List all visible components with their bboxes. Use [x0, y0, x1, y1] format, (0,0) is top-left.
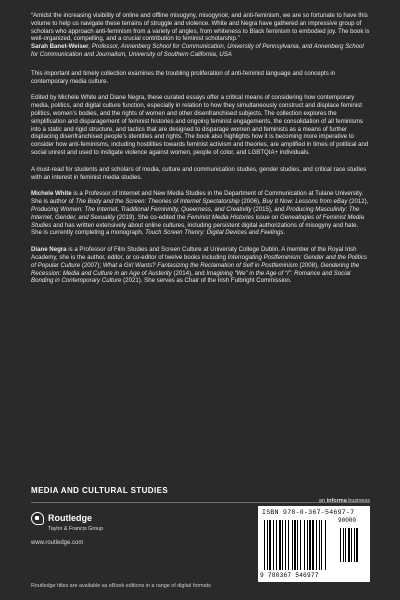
routledge-logo-icon — [31, 512, 44, 525]
price-addon-number: 90000 — [338, 517, 357, 524]
addon-bar — [343, 528, 344, 562]
bio-text: (2006), — [239, 198, 263, 206]
bio-text: (2008), — [297, 261, 321, 269]
barcode-bar — [312, 520, 314, 570]
publisher-logo — [31, 512, 151, 548]
bio-text: issue on — [253, 213, 280, 221]
quote-affiliation: , Professor, Annenberg School for Communication, University of Pennsylvania, and Annenberg School for Communication and Journalism, University of Southern California, USA — [31, 43, 364, 58]
book-title: Feminist Media Histories — [187, 213, 254, 221]
bio-text: is a Professor of Film Studies and Screen Culture at University College Dublin. A member of the Royal Irish Academy, she is the author, editor, or co-editor of twelve books including — [31, 246, 357, 261]
barcode-bar — [276, 520, 277, 570]
barcode-bar — [269, 520, 271, 570]
barcode-bar — [321, 520, 323, 570]
barcode-bar — [325, 520, 326, 570]
barcode-bar — [292, 520, 293, 570]
barcode-bar — [300, 520, 301, 570]
ean-digits: 9 780367 546977 — [260, 572, 319, 579]
barcode-bar — [307, 520, 308, 570]
bio-text: (2014), and — [171, 269, 207, 277]
book-title: Genealogies of Feminist Media Studies — [31, 213, 364, 229]
barcode-bar — [279, 520, 281, 570]
audience-paragraph: A must-read for students and scholars of media, culture and communication studies, gender studies, and critical race studies with an interest in feminist media studies. — [31, 165, 367, 181]
barcode-bar — [273, 520, 275, 570]
bio-text: (2007); — [80, 261, 103, 269]
bio-name: Diane Negra — [31, 246, 67, 254]
logo-row — [31, 512, 151, 525]
informa-tagline — [319, 498, 370, 505]
book-title: Producing Women: The Internet, Traditional Femininity, Queerness, and Creativity — [31, 205, 252, 213]
description-paragraph: Edited by Michele White and Diane Negra, these curated essays offer a critical means of considering how contemporary media, politics, and digital culture function, especially in relation to how they simultaneously construct and displace feminist politics, women’s bodies, and the rights of women and other disenfranchised subjects. The collection explores the simplification and disparagement of feminist histories and ongoing feminist engagements, the consolidation of all feminisms into a static and rigid structure, and tactics that are designed to disparage women and feminists as a means of further displacing disenfranchised people’s identities and rights. The book also highlights how it is becoming more imperative to consider how anti-feminisms, including hostilities towards feminist activism and theories, are amplified in times of political and social unrest and used to instigate violence against women, people of color, and LGBTQIA+ individuals. — [31, 94, 369, 156]
bio-name: Michele White — [31, 190, 72, 198]
endorsement-quote — [31, 12, 370, 59]
addon-bar — [340, 528, 341, 562]
price-addon-barcode — [340, 520, 364, 562]
barcode-bar — [288, 520, 289, 570]
book-title: Touch Screen Theory: Digital Devices and Feelings — [145, 229, 284, 237]
informa-prefix: an — [318, 498, 327, 504]
informa-suffix: business — [346, 498, 370, 504]
barcode-bar — [304, 520, 306, 570]
quote-author: Sarah Banet-Weiser — [31, 43, 89, 51]
addon-bar — [345, 528, 347, 562]
publisher-name: Routledge — [48, 513, 92, 523]
book-title: The Body and the Screen: Theories of Internet Spectatorship — [75, 198, 240, 206]
book-title: Gendering the Recession: Media and Culture in an Age of Austerity — [31, 261, 360, 277]
bio-text: and has written extensively about online cultures, including persistent digital authorizations of misogyny and hate. She is currently completing a monograph, — [31, 221, 359, 237]
addon-bar — [348, 528, 350, 562]
barcode-bar — [282, 520, 283, 570]
barcode-bar — [297, 520, 298, 570]
bio-michele-white — [31, 190, 370, 237]
barcode-bar — [294, 520, 296, 570]
book-title: Producing Masculinity: The Internet, Gender, and Sexuality — [31, 205, 360, 221]
bio-text: is a Professor of Internet and New Media Studies in the Department of Communication at Tulane University. She is author of — [31, 190, 364, 206]
bio-text: . — [283, 229, 286, 237]
bio-text: (2015), and — [251, 205, 287, 213]
publisher-group: Taylor & Francis Group — [48, 526, 104, 532]
addon-bar — [356, 528, 358, 562]
ebook-note: Routledge titles are available as eBook editions in a range of digital formats — [31, 583, 211, 589]
barcode-bar — [319, 520, 320, 570]
addon-bar — [351, 528, 352, 562]
ean-barcode — [264, 520, 334, 570]
isbn-label: ISBN 978-0-367-54697-7 — [262, 509, 355, 516]
barcode-bar — [316, 520, 317, 570]
bio-diane-negra — [31, 246, 370, 285]
book-title: Interrogating Postfeminism: Gender and the Politics of Popular Culture — [31, 253, 367, 269]
informa-brand: informa — [326, 498, 347, 504]
bio-text: (2019). She co-edited the — [115, 213, 188, 221]
quote-text: “Amidst the increasing visibility of online and offline misogyny, misogynoir, and anti-feminism, we are so fortunate to have this volume to help us navigate these terrains of struggle and violence. White and Negra have gathered an impressive group of scholars who approach anti-feminism from a variety of angles, from whiteness to Black feminism to embodied joy. The book is well-organized, compelling, and a crucial contribution to feminist scholarship.” — [31, 12, 370, 43]
intro-paragraph: This important and timely collection examines the troubling proliferation of anti-feminist language and concepts in contemporary media culture. — [31, 69, 336, 85]
bio-text: (2012), — [347, 198, 369, 206]
series-label: MEDIA AND CULTURAL STUDIES — [31, 486, 169, 495]
book-title: What a Girl Wants? Fantasizing the Reclamation of Self in Postfeminism — [102, 261, 298, 269]
addon-bar — [354, 528, 355, 562]
barcode-bar — [309, 520, 311, 570]
barcode-bar — [267, 520, 268, 570]
barcode-bar — [285, 520, 287, 570]
bio-text: (2021). She serves as Chair of the Irish Fulbright Commission. — [121, 277, 292, 285]
barcode-box — [258, 506, 370, 582]
publisher-url: www.routledge.com — [31, 539, 84, 546]
book-title: Buy It Now: Lessons from eBay — [262, 198, 348, 206]
book-title: Imagining “We” in the Age of “I”: Romance and Social Bonding in Contemporary Culture — [31, 269, 351, 285]
barcode-bar — [264, 520, 265, 570]
